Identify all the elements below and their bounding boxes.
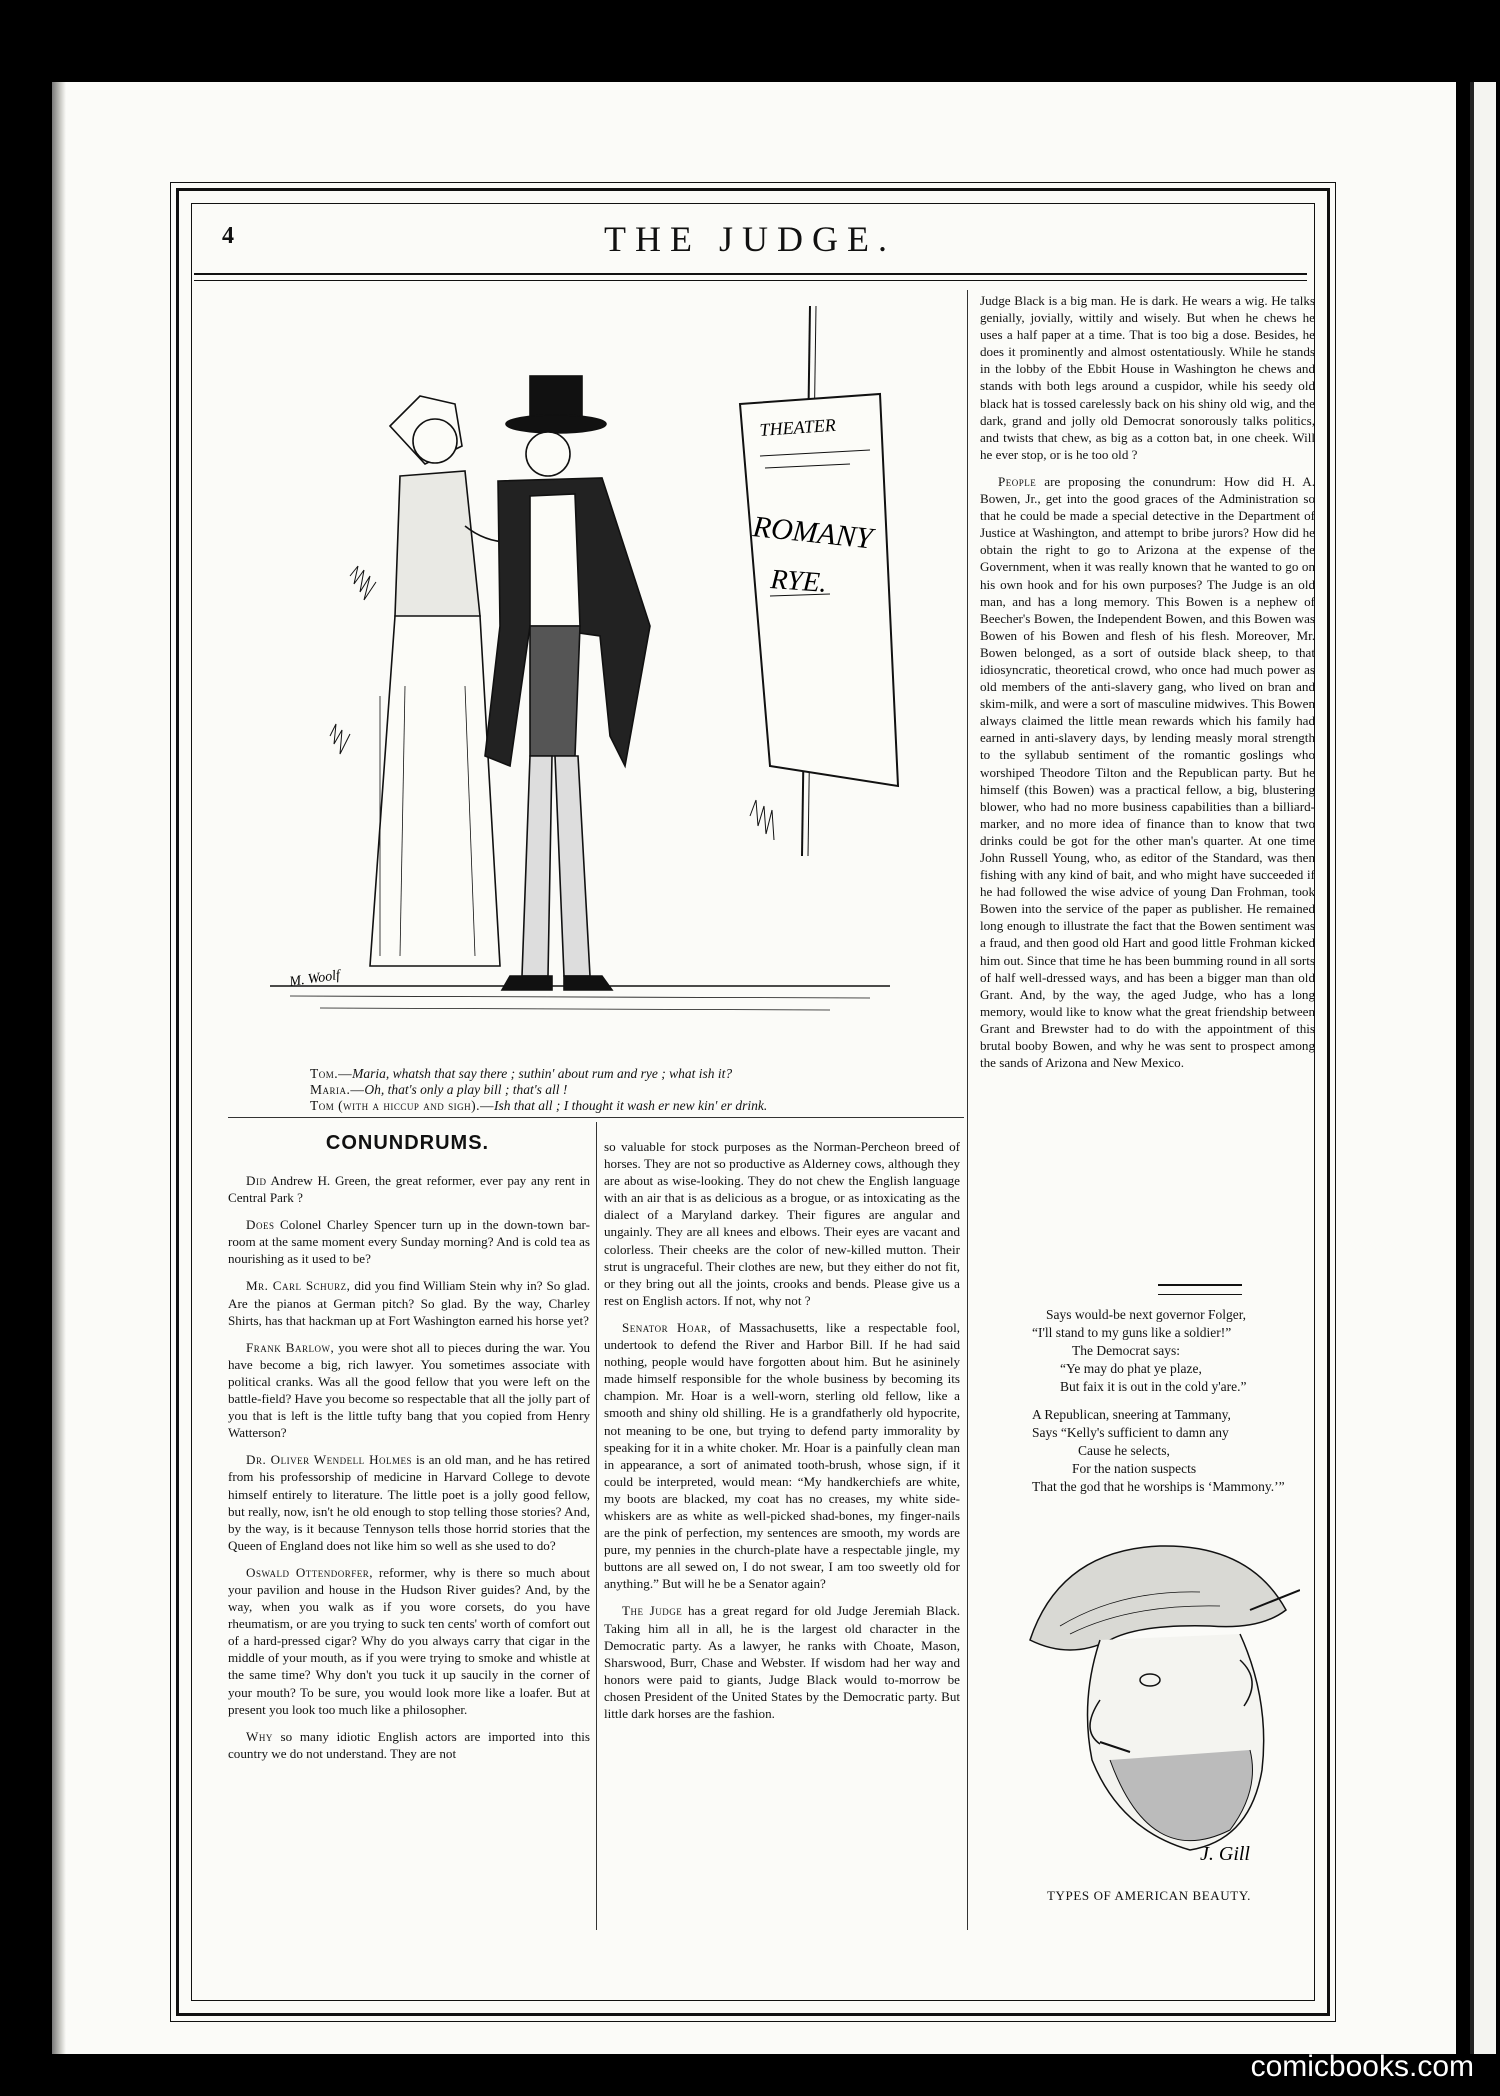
masthead-title: THE JUDGE. <box>604 219 896 259</box>
paragraph: Dr. Oliver Wendell Holmes is an old man, and he has retired from his professorship of medicine in Harvard College to devote himself entirely to literature. The little poet is a jolly good fellow, but really, now, isn't he old enough to stop telling those stories? And, by the way, is it because Tennyson tells those horrid stories that the Queen of England does not like him so well as she used to do? <box>228 1452 590 1553</box>
portrait-caption: TYPES OF AMERICAN BEAUTY. <box>1046 1888 1251 1903</box>
paragraph: Why so many idiotic English actors are imported into this country we do not understand. They are not <box>228 1728 590 1761</box>
caption-line: Tom (with a hiccup and sigh).—Ish that all ; I thought it wash er new kin' er drink. <box>310 1098 768 1113</box>
paragraph: Frank Barlow, you were shot all to pieces during the war. You have become a big, rich lawyer. You sometimes associate with political cranks. Was all the good fellow that you were left on the battle-field? Have you become so respectable that all the jolly part of you that is left is the little tufty bang that you copied from Henry Watterson? <box>228 1339 590 1441</box>
page-binding-shadow <box>52 82 66 2054</box>
portrait-illustration <box>1000 1530 1300 1880</box>
cartoon-signature: M. Woolf <box>288 968 341 990</box>
paragraph: so valuable for stock purposes as the Norman-Percheon breed of horses. They are not so productive as Alderney cows, although they are about as wise-looking. They do not chew the English language with an air that is as delicious as a brogue, or as intoxicating as the dialect of a Maryland darkey. Their figures are angular and ungainly. They are all knees and elbows. Their eyes are vacant and colorless. Their cheeks are the color of new-killed mutton. Their strut is ungraceful. Their clothes are new, but they either do not fit, or they bring out all the joints, crooks and bends. Please give us a rest on English actors. If not, why not ? <box>604 1139 960 1308</box>
column-rule-middle <box>596 1122 597 1930</box>
cartoon-bottom-rule <box>228 1117 964 1118</box>
sign-text-romany: ROMANY <box>751 510 875 556</box>
paragraph: People are proposing the conundrum: How did H. A. Bowen, Jr., get into the good graces of the Administration so that he could be made a special detective in the Department of Justice at Washington, and attempt to bribe jurors? How did he obtain the right to go to Arizona at the expense of the Government, when it was really known that he wanted to go on his own hook and for his own purposes? The Judge is an old man, and has a long memory. This Bowen is a nephew of Beecher's Bowen, the Independent Bowen, and this Bowen was Bowen of his Bowen and flesh of his flesh. Moreover, Mr. Bowen belonged, as a sort of outside black sheep, to that idiosyncratic, theoretical crowd, who once had much power as old members of the anti-slavery gang, who lived on bran and skim-milk, and were a sort of masculine midwives. This Bowen always claimed the little mean rewards which his family had earned in anti-slavery days, by lending measly moral strength to the syllabub sentiment of the romantic goslings who worshiped Theodore Tilton and the Republican party. But he himself (this Bowen) was a practical fellow, a big, blustering blower, who had no more business capabilities than a billiard-marker, and no more idea of finance than to know that two drinks could be got for the other man's quarter. At one time John Russell Young, who, as editor of the Standard, was then fishing with any kind of bait, and who might have succeeded if he had followed the wise advice of young Dan Frohman, took Bowen into the service of the paper as publisher. He remained long enough to illustrate the fact that the Bowen sentiment was a fraud, and then good old Hart and good little Frohman kicked him out. Since that time he has been bumming round in all sorts of half well-dressed ways, and has been a bigger man than old Grant. And, by the way, the aged Judge, who has a long memory, would like to know what the great friendship between Grant and Brewster had to do with the appointment of this brutal booby Bowen, and why he was sent to prospect among the sands of Arizona and New Mexico. <box>980 473 1315 1071</box>
adjacent-page-edge <box>1470 82 1496 2054</box>
paragraph: Senator Hoar, of Massachusetts, like a respectable fool, undertook to defend the River and Harbor Bill. If he had said nothing, people would have forgotten about him. But he asininely made himself responsible for the whole business by becoming its champion. Mr. Hoar is a well-worn, sterling old fellow, like a smooth and shiny old shilling. He is a grandfatherly old hypocrite, not meaning to be one, but trying to defend party immorality by speaking for it in a white choker. Mr. Hoar is a painfully clean man in appearance, a sort of animated tooth-brush, whose sign, if it could be interpreted, would mean: “My handkerchiefs are white, my boots are blacked, my coat has no creases, my white side-whiskers are as white as well-picked shad-bones, my finger-nails are the pink of perfection, my sentences are smooth, my words are pure, my pennies in the church-plate have a respectable jingle, my buttons are all sewed on, I do not swear, I am too sweetly old for anything.” But will he be a Senator again? <box>604 1319 960 1592</box>
cartoon-illustration <box>230 296 930 1066</box>
watermark: comicbooks.com <box>1250 2050 1474 2083</box>
paragraph: Oswald Ottendorfer, reformer, why is there so much about your pavilion and house in the Hudson River guides? And, by the way, when you walk as if you wore corsets, do you have rheumatism, or are you trying to suck ten cents' worth of comfort out of a hard-pressed cigar? Why do you always carry that cigar in the middle of your mouth, as if you were trying to smoke and whistle at the same time? Why don't you tuck it up saucily in the corner of your mouth? To be sure, you would look more like a loafer. But at present you look too much like a philosopher. <box>228 1564 590 1717</box>
masthead-rule <box>194 273 1307 281</box>
sign-text-theater: THEATER <box>758 414 837 440</box>
section-title-conundrums: CONUNDRUMS. <box>325 1132 490 1154</box>
portrait-signature: J. Gill <box>1200 1843 1250 1865</box>
poem: Says would-be next governor Folger, “I'll stand to my guns like a soldier!” The Democrat says: “Ye may do phat ye plaze, But faix it is out in the cold y'are.” A Republican, sneering at Tammany, Says “Kelly's sufficient to damn any Cause he selects, For the nation suspects That the god that he worships is ‘Mammony.’” <box>1032 1307 1285 1494</box>
caption-line: Maria.—Oh, that's only a play bill ; that's all ! <box>310 1082 568 1097</box>
paragraph: The Judge has a great regard for old Judge Jeremiah Black. Taking him all in all, he is the largest old character in the Democratic party. As a lawyer, he ranks with Choate, Mason, Sharswood, Burr, Chase and Webster. If wisdom had her way and honors were paid to giants, Judge Black would to-morrow be chosen President of the United States by the Democratic party. But little dark horses are the fashion. <box>604 1603 960 1721</box>
article-column-1 <box>228 1172 590 1920</box>
article-column-3 <box>980 292 1315 1272</box>
paragraph: Did Andrew H. Green, the great reformer, ever pay any rent in Central Park ? <box>228 1173 590 1206</box>
caption-line: Tom.—Maria, whatsh that say there ; suthin' about rum and rye ; what ish it? <box>310 1066 733 1081</box>
column-rule-right <box>967 290 968 1930</box>
sign-text-rye: RYE. <box>769 564 828 599</box>
paragraph: Mr. Carl Schurz, did you find William Stein why in? So glad. Are the pianos at German pitch? So glad. By the way, Charley Shirts, has that hackman up at Fort Washington earned his horse yet? <box>228 1278 590 1328</box>
article-column-2 <box>604 1138 960 1920</box>
paragraph: Does Colonel Charley Spencer turn up in the down-town bar-room at the same moment every Sunday morning? And is cold tea as nourishing as it used to be? <box>228 1217 590 1267</box>
paragraph: Judge Black is a big man. He is dark. He wears a wig. He talks genially, jovially, wittily and wisely. But when he chews he uses a half paper at a time. That is too big a dose. Besides, he does it prominently and almost ostentatiously. While he stands in the lobby of the Ebbit House in Washington he chews and stands with both legs around a cuspidor, while his seedy old black hat is tossed carelessly back on his shiny old wig, and the dark, grand and jolly old Democrat sonorously talks politics, and twists that chew, as big as a cotton bat, in one cheek. Will he ever stop, or is he too old ? <box>980 293 1315 462</box>
page-number: 4 <box>222 223 234 249</box>
cartoon-caption <box>310 1066 930 1114</box>
section-ornament-rule <box>1158 1284 1242 1295</box>
